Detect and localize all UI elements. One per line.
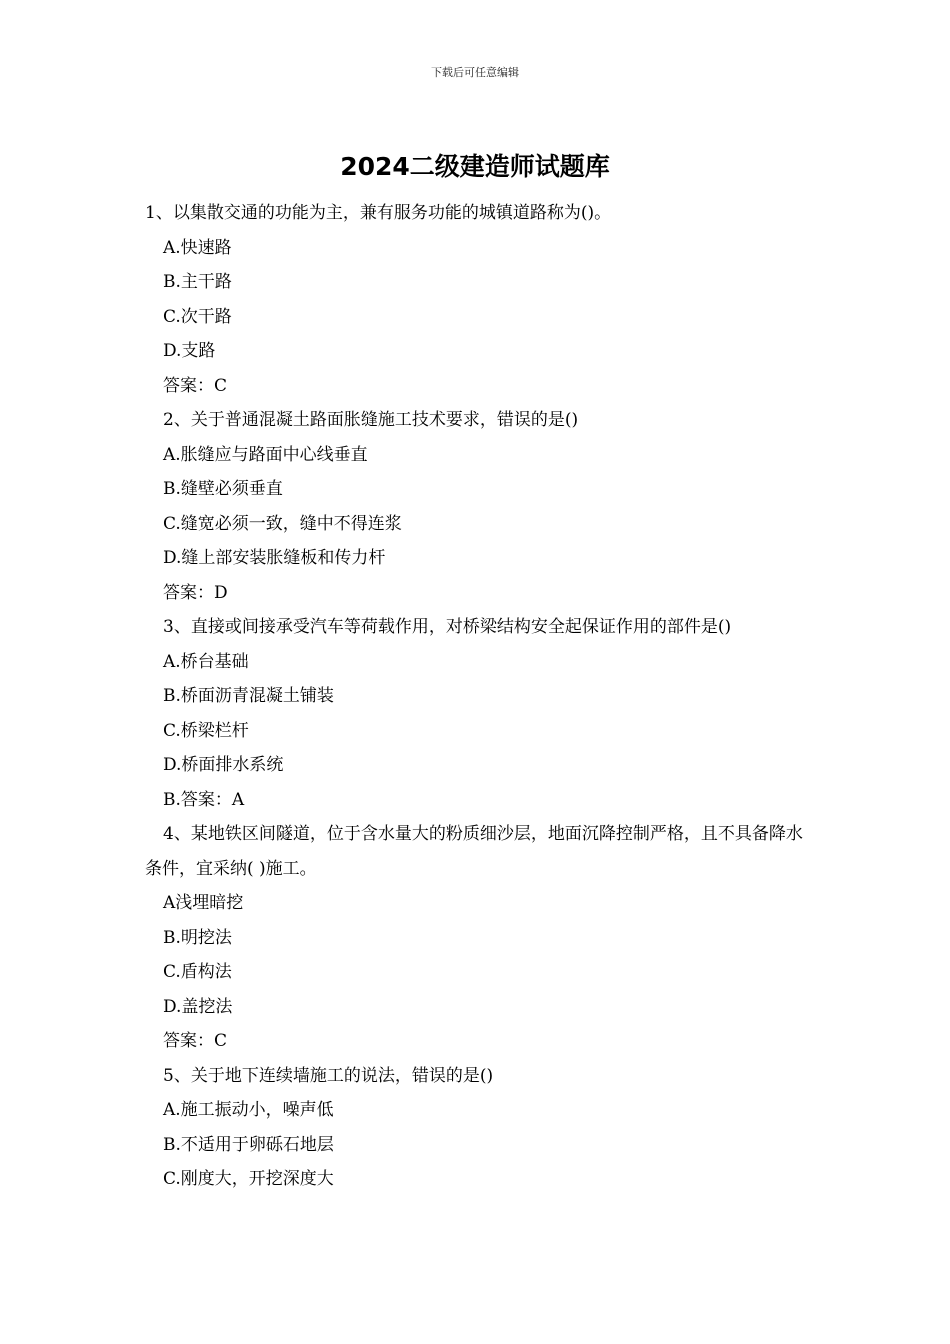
- option-a: A.施工振动小，噪声低: [163, 1100, 334, 1120]
- option-a: A浅埋暗挖: [163, 893, 244, 913]
- document-title: 2024二级建造师试题库: [340, 152, 610, 181]
- answer: 答案：D: [163, 582, 228, 603]
- option-d: D.缝上部安装胀缝板和传力杆: [163, 548, 386, 568]
- question-stem: 5、关于地下连续墙施工的说法，错误的是(): [163, 1065, 494, 1086]
- question-stem: 4、某地铁区间隧道，位于含水量大的粉质细沙层，地面沉降控制严格，且不具备降水条件，宜采纳( )施工。: [145, 824, 803, 879]
- option-b: B.主干路: [163, 272, 232, 292]
- question-stem: 3、直接或间接承受汽车等荷载作用，对桥梁结构安全起保证作用的部件是(): [163, 617, 732, 637]
- option-b: B.不适用于卵砾石地层: [163, 1134, 334, 1155]
- option-c: C.刚度大，开挖深度大: [163, 1169, 334, 1189]
- question-list: [145, 196, 810, 1197]
- answer: B.答案：A: [163, 789, 245, 810]
- option-d: D.桥面排水系统: [163, 755, 284, 775]
- option-a: A.快速路: [163, 237, 232, 258]
- answer: 答案：C: [163, 375, 228, 396]
- question-3: [145, 610, 810, 817]
- option-c: C.缝宽必须一致，缝中不得连浆: [163, 513, 402, 534]
- question-1: [145, 196, 810, 403]
- question-stem: 2、关于普通混凝土路面胀缝施工技术要求，错误的是(): [163, 410, 579, 430]
- option-a: A.胀缝应与路面中心线垂直: [163, 444, 368, 465]
- question-stem: 1、以集散交通的功能为主，兼有服务功能的城镇道路称为()。: [145, 203, 612, 223]
- option-c: C.次干路: [163, 306, 232, 327]
- page-header: 下载后可任意编辑: [431, 66, 519, 79]
- option-a: A.桥台基础: [163, 651, 249, 672]
- option-b: B.明挖法: [163, 927, 232, 948]
- option-c: C.桥梁栏杆: [163, 720, 249, 741]
- option-d: D.盖挖法: [163, 996, 233, 1017]
- question-2: [145, 403, 810, 610]
- question-4: [145, 817, 810, 1059]
- option-c: C.盾构法: [163, 962, 232, 982]
- option-b: B.桥面沥青混凝土铺装: [163, 686, 334, 706]
- answer: 答案：C: [163, 1031, 228, 1051]
- question-5: [145, 1059, 810, 1197]
- option-b: B.缝壁必须垂直: [163, 479, 283, 499]
- option-d: D.支路: [163, 341, 216, 361]
